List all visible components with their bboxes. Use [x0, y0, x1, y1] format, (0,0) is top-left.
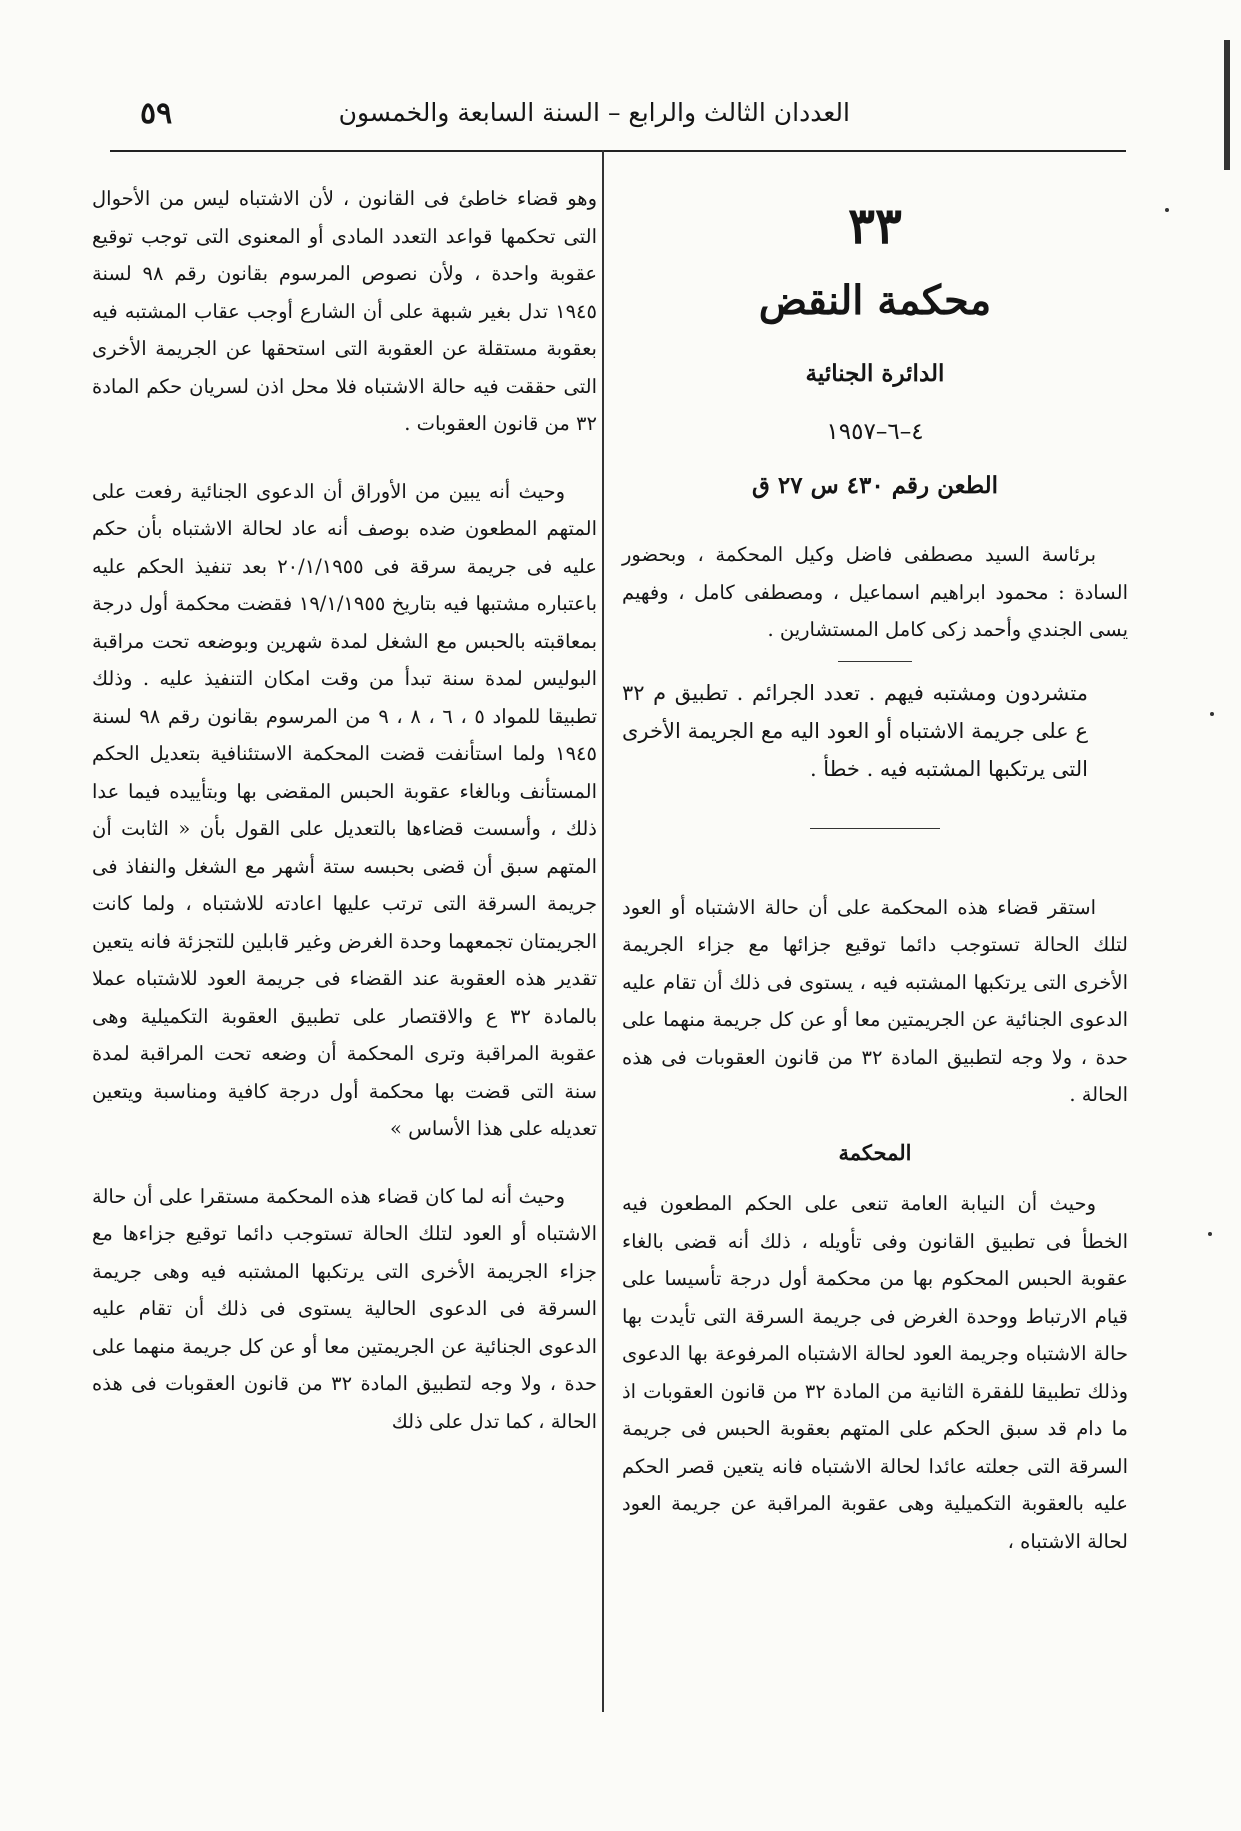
margin-dot [1165, 208, 1169, 212]
header-rule [110, 150, 1126, 152]
headnote: متشردون ومشتبه فيهم . تعدد الجرائم . تطبيق م ٣٢ ع على جريمة الاشتباه أو العود اليه مع الجريمة الأخرى التى يرتكبها المشتبه فيه . خطأ . [622, 680, 1088, 781]
running-title: العددان الثالث والرابع – السنة السابعة والخمسون [338, 98, 850, 127]
right-column [622, 180, 1128, 1560]
page-header [110, 96, 850, 136]
appeal-number: الطعن رقم ٤٣٠ س ٢٧ ق [751, 472, 999, 499]
left-paragraph-2: وحيث أنه يبين من الأوراق أن الدعوى الجنائية رفعت على المتهم المطعون ضده بوصف أنه عاد لحالة الاشتباه بأن حكم عليه فى جريمة سرقة فى ٢٠/١/١٩٥٥ بعد تنفيذ الحكم عليه باعتباره مشتبها فيه بتاريخ ١٩/١/١٩٥٥ فقضت محكمة أول درجة بمعاقبته بالحبس مع الشغل لمدة شهرين وبوضعه تحت مراقبة البوليس لمدة سنة تبدأ من وقت امكان التنفيذ عليه . وذلك تطبيقا للمواد ٥ ، ٦ ، ٨ ، ٩ من المرسوم بقانون رقم ٩٨ لسنة ١٩٤٥ ولما استأنفت قضت المحكمة الاستئنافية بتعديل الحكم المستأنف وبالغاء عقوبة الحبس المقضى بها وبتأييده فيما عدا ذلك ، وأسست قضاءها بالتعديل على القول بأن « الثابت أن المتهم سبق أن قضى بحبسه ستة أشهر مع الشغل والنفاذ فى جريمة السرقة التى ترتب عليها اعادته للاشتباه ، ولما كانت الجريمتان تجمعهما وحدة الغرض وغير قابلين للتجزئة فانه يتعين تقدير هذه العقوبة عند القضاء فى جريمة العود للاشتباه عملا بالمادة ٣٢ ع والاقتصار على تطبيق العقوبة التكميلية وهى عقوبة المراقبة وترى المحكمة أن وضعه تحت المراقبة لمدة سنة التى قضت بها محكمة أول درجة كافية ومناسبة ويتعين تعديله على هذا الأساس » [92, 479, 598, 1140]
case-number: ٣٣ [848, 196, 902, 255]
margin-dot [1210, 712, 1214, 716]
section-heading: المحكمة [838, 1139, 912, 1165]
left-column [92, 180, 597, 1440]
circuit-name: الدائرة الجنائية [805, 360, 945, 387]
court-name: محكمة النقض [758, 277, 992, 324]
scan-edge-mark [1224, 40, 1230, 170]
court-paragraph: وحيث أن النيابة العامة تنعى على الحكم المطعون فيه الخطأ فى تطبيق القانون وفى تأويله ، ذلك أنه قضى بالغاء عقوبة الحبس المحكوم بها من محكمة أول درجة تأسيسا على قيام الارتباط ووحدة الغرض فى جريمة السرقة التى تأيدت بها حالة الاشتباه وجريمة العود لحالة الاشتباه المرفوعة بها الدعوى وذلك تطبيقا للفقرة الثانية من المادة ٣٢ من قانون العقوبات اذ ما دام قد سبق الحكم على المتهم بعقوبة الحبس فى جريمة السرقة التى جعلته عائدا لحالة الاشتباه فانه يتعين قصر الحكم عليه بالعقوبة التكميلية وهى عقوبة المراقبة عن جريمة العود لحالة الاشتباه ، [622, 1192, 1128, 1553]
presidency-paragraph: برئاسة السيد مصطفى فاضل وكيل المحكمة ، وبحضور السادة : محمود ابراهيم اسماعيل ، ومصطفى كامل ، وفهيم يسى الجندي وأحمد زكى كامل المستشارين . [622, 543, 1128, 641]
column-divider [602, 150, 604, 1712]
principle-paragraph: استقر قضاء هذه المحكمة على أن حالة الاشتباه أو العود لتلك الحالة تستوجب دائما توقيع جزائها مع جزاء الجريمة الأخرى التى يرتكبها المشتبه فيه ، يستوى فى ذلك أن تقام عليه الدعوى الجنائية عن الجريمتين معا أو عن كل جريمة منهما على حدة ، ولا وجه لتطبيق المادة ٣٢ من قانون العقوبات فى هذه الحالة . [622, 895, 1128, 1106]
separator-rule [838, 661, 912, 662]
page-number: ٥٩ [140, 96, 173, 131]
judgment-date: ٤–٦–١٩٥٧ [826, 419, 924, 445]
left-paragraph-3: وحيث أنه لما كان قضاء هذه المحكمة مستقرا على أن حالة الاشتباه أو العود لتلك الحالة تستوجب دائما توقيع جزاءها مع جزاء الجريمة الأخرى التى يرتكبها المشتبه فيه وهى جريمة السرقة فى الدعوى الحالية يستوى فى ذلك أن تقام عليه الدعوى الجنائية عن الجريمتين معا أو عن كل جريمة منهما على حدة ، ولا وجه لتطبيق المادة ٣٢ من قانون العقوبات فى هذه الحالة ، كما تدل على ذلك [92, 1184, 597, 1433]
left-paragraph-1: وهو قضاء خاطئ فى القانون ، لأن الاشتباه ليس من الأحوال التى تحكمها قواعد التعدد المادى أو المعنوى التى توجب توقيع عقوبة واحدة ، ولأن نصوص المرسوم بقانون رقم ٩٨ لسنة ١٩٤٥ تدل بغير شبهة على أن الشارع أوجب عقاب المشتبه فيه بعقوبة مستقلة عن العقوبة التى استحقها عن الجريمة الأخرى التى حققت فيه حالة الاشتباه فلا محل اذن لسريان حكم المادة ٣٢ من قانون العقوبات . [92, 187, 598, 435]
separator-rule [810, 828, 940, 829]
margin-dot [1208, 1232, 1212, 1236]
